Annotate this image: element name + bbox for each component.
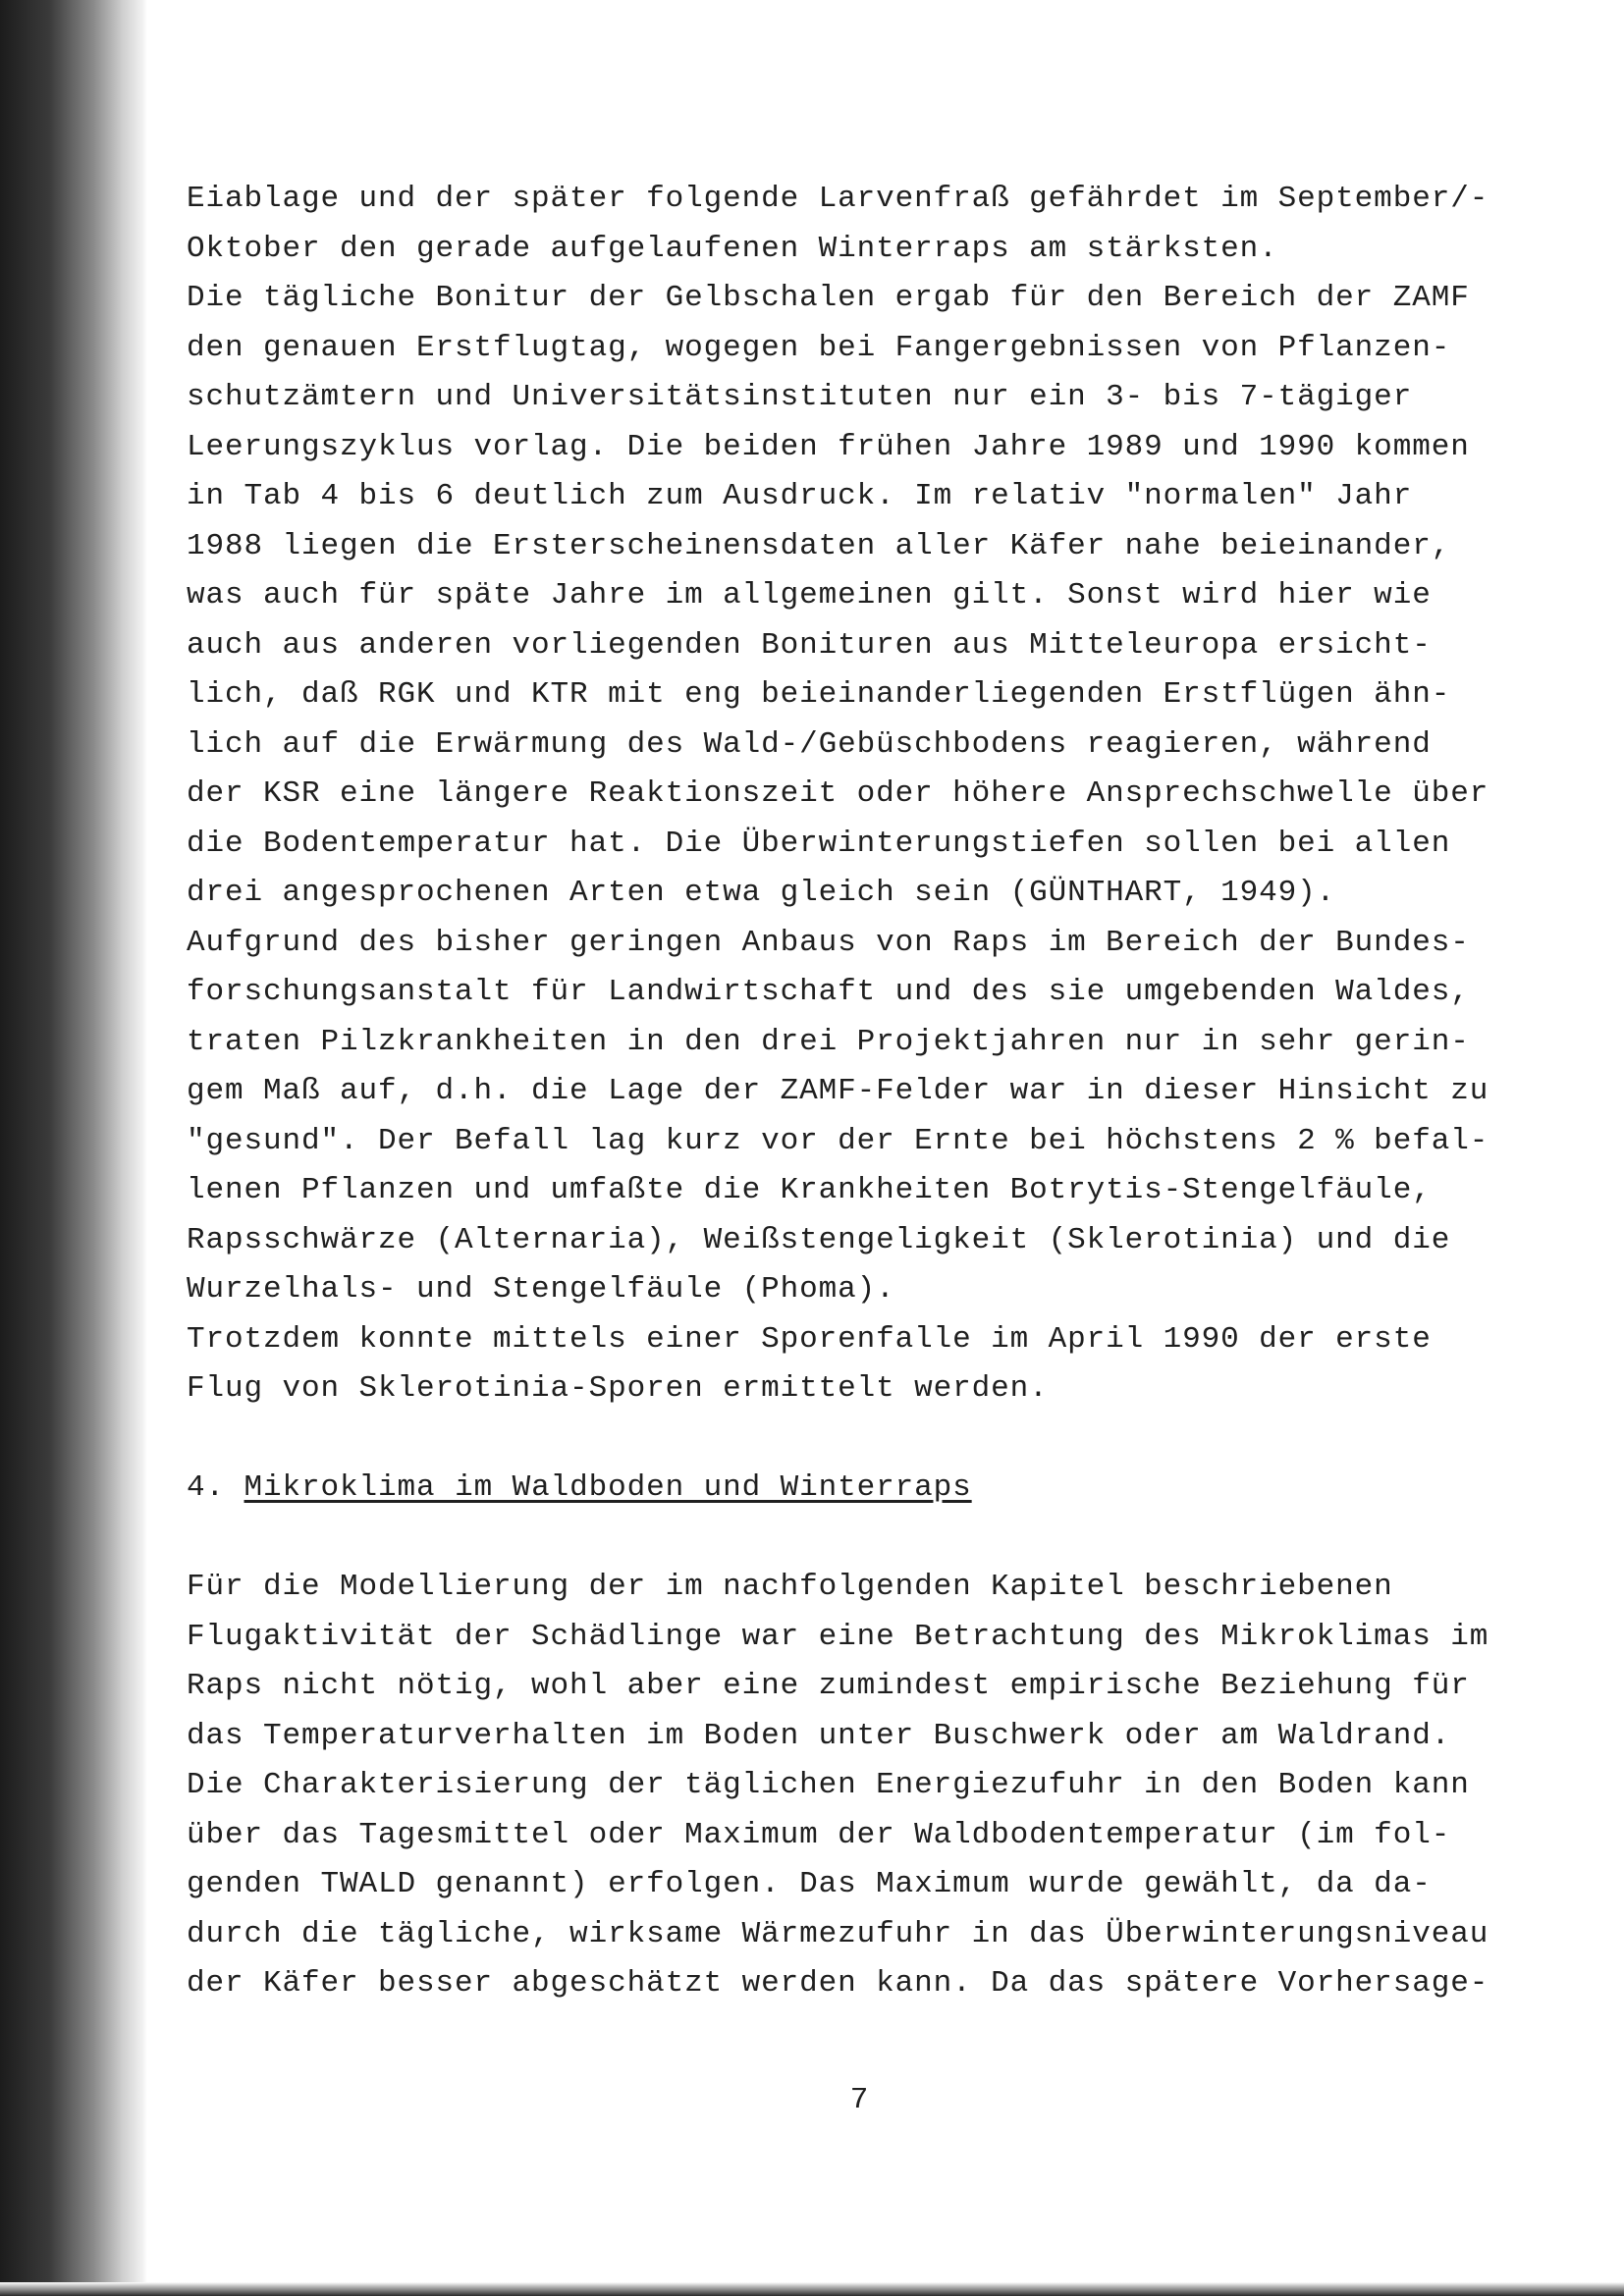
text-line: Eiablage und der später folgende Larvenfraß gefährdet im September/-: [187, 182, 1489, 216]
text-body: [187, 175, 1591, 2009]
text-line: lich, daß RGK und KTR mit eng beieinanderliegenden Erstflügen ähn-: [187, 677, 1451, 712]
text-line: forschungsanstalt für Landwirtschaft und des sie umgebenden Waldes,: [187, 975, 1470, 1009]
blank-line: [187, 1514, 1591, 1564]
text-line: Flug von Sklerotinia-Sporen ermittelt werden.: [187, 1371, 1049, 1406]
scan-bottom-shadow: [0, 2282, 1624, 2296]
text-line: den genauen Erstflugtag, wogegen bei Fangergebnissen von Pflanzen-: [187, 330, 1451, 365]
page-number: 7: [849, 2083, 869, 2117]
section-heading: [187, 1464, 1591, 1514]
text-line: Rapsschwärze (Alternaria), Weißstengeligkeit (Sklerotinia) und die: [187, 1222, 1451, 1257]
text-line: "gesund". Der Befall lag kurz vor der Ernte bei höchstens 2 % befal-: [187, 1123, 1489, 1158]
blank-line: [187, 1415, 1591, 1465]
scan-binding-shadow: [0, 0, 147, 2296]
text-line: Leerungszyklus vorlag. Die beiden frühen Jahre 1989 und 1990 kommen: [187, 429, 1470, 464]
text-line: über das Tagesmittel oder Maximum der Waldbodentemperatur (im fol-: [187, 1817, 1451, 1852]
text-line: 1988 liegen die Ersterscheinensdaten aller Käfer nahe beieinander,: [187, 528, 1451, 563]
text-line: die Bodentemperatur hat. Die Überwinterungstiefen sollen bei allen: [187, 826, 1451, 861]
text-line: Die tägliche Bonitur der Gelbschalen ergab für den Bereich der ZAMF: [187, 281, 1470, 315]
text-line: der Käfer besser abgeschätzt werden kann. Da das spätere Vorhersage-: [187, 1966, 1489, 2001]
text-line: Flugaktivität der Schädlinge war eine Betrachtung des Mikroklimas im: [187, 1619, 1489, 1654]
text-line: genden TWALD genannt) erfolgen. Das Maximum wurde gewählt, da da-: [187, 1867, 1432, 1901]
text-line: Für die Modellierung der im nachfolgenden Kapitel beschriebenen: [187, 1570, 1393, 1604]
text-line: lenen Pflanzen und umfaßte die Krankheiten Botrytis-Stengelfäule,: [187, 1173, 1432, 1207]
text-line: was auch für späte Jahre im allgemeinen gilt. Sonst wird hier wie: [187, 578, 1432, 613]
text-line: lich auf die Erwärmung des Wald-/Gebüschbodens reagieren, während: [187, 726, 1432, 762]
text-line: Oktober den gerade aufgelaufenen Winterraps am stärksten.: [187, 231, 1278, 266]
text-line: Die Charakterisierung der täglichen Energiezufuhr in den Boden kann: [187, 1768, 1470, 1802]
text-line: durch die tägliche, wirksame Wärmezufuhr in das Überwinterungsniveau: [187, 1916, 1489, 1951]
text-line: Raps nicht nötig, wohl aber eine zumindest empirische Beziehung für: [187, 1669, 1470, 1703]
section-title: Mikroklima im Waldboden und Winterraps: [244, 1470, 972, 1505]
text-line: traten Pilzkrankheiten in den drei Projektjahren nur in sehr gerin-: [187, 1024, 1470, 1059]
text-line: gem Maß auf, d.h. die Lage der ZAMF-Felder war in dieser Hinsicht zu: [187, 1074, 1489, 1108]
text-line: schutzämtern und Universitätsinstituten nur ein 3- bis 7-tägiger: [187, 380, 1413, 414]
text-line: das Temperaturverhalten im Boden unter Buschwerk oder am Waldrand.: [187, 1718, 1451, 1753]
text-line: auch aus anderen vorliegenden Bonituren aus Mitteleuropa ersicht-: [187, 627, 1432, 663]
text-line: in Tab 4 bis 6 deutlich zum Ausdruck. Im relativ "normalen" Jahr: [187, 479, 1413, 513]
text-line: Trotzdem konnte mittels einer Sporenfalle im April 1990 der erste: [187, 1321, 1432, 1357]
section-number: 4.: [187, 1470, 226, 1505]
text-line: drei angesprochenen Arten etwa gleich sein (GÜNTHART, 1949).: [187, 876, 1336, 910]
text-line: Wurzelhals- und Stengelfäule (Phoma).: [187, 1272, 895, 1307]
text-line: Aufgrund des bisher geringen Anbaus von Raps im Bereich der Bundes-: [187, 925, 1470, 960]
text-line: der KSR eine längere Reaktionszeit oder höhere Ansprechschwelle über: [187, 776, 1489, 811]
